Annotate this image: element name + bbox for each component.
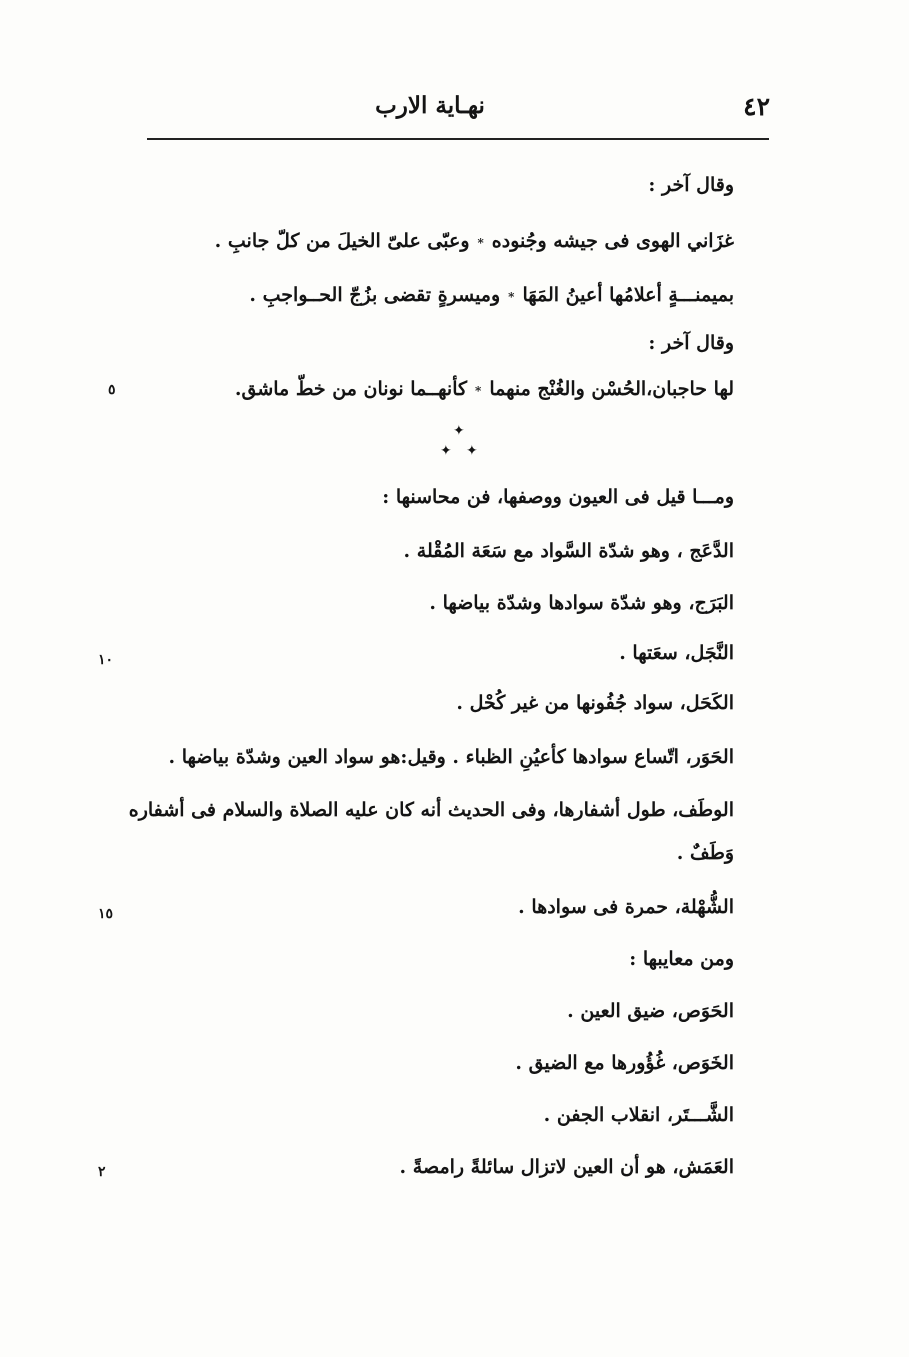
verse-line	[194, 374, 734, 406]
verse-line	[194, 280, 734, 312]
fault-line: الخَوَص، غُؤُورها مع الضيق .	[515, 1052, 734, 1074]
entry-line: النَّجَل، سعَتها .	[619, 642, 734, 664]
intro-line: وقال آخر :	[648, 332, 734, 354]
verse-separator: *	[475, 384, 482, 398]
entry-line-continued: وَطَفٌ .	[676, 842, 734, 864]
verse-hemistich-right: لها حاجبان،الحُسْن والغُنْج منهما	[489, 378, 734, 400]
fault-line: العَمَش، هو أن العين لاتزال سائلةً رامصةً .	[399, 1156, 734, 1178]
verse-hemistich-right: غزَاني الهوى فى جيشه وجُنوده	[491, 230, 734, 252]
fault-line: الشَّـــتَر، انقلاب الجفن .	[543, 1104, 734, 1126]
entry-line: الوطَف، طول أشفارها، وفى الحديث أنه كان عليه الصلاة والسلام فى أشفاره	[128, 799, 734, 821]
verse-separator: *	[508, 290, 515, 304]
entry-line: الشُّهْلة، حمرة فى سوادها .	[518, 896, 734, 918]
ornament-mark: ✦	[440, 443, 452, 459]
verse-line	[194, 226, 734, 258]
verse-hemistich-left: وعبّى علىّ الخيلَ من كلّ جانبِ .	[214, 230, 470, 252]
faults-intro: ومن معايبها :	[629, 948, 734, 970]
ornament-mark: ✦	[453, 423, 465, 439]
section-ornament	[440, 422, 480, 462]
header-rule	[147, 138, 769, 140]
section-intro: ومـــا قيل فى العيون ووصفها، فن محاسنها :	[382, 486, 734, 508]
page-number: ٤٢	[743, 92, 770, 121]
line-number: ١٥	[98, 906, 114, 922]
entry-line: الحَوَر، اتّساع سوادها كأعيُنِ الظباء . وقيل:هو سواد العين وشدّة بياضها .	[168, 746, 734, 768]
line-number: ١٠	[98, 652, 114, 668]
line-number: ٥	[108, 382, 116, 398]
verse-hemistich-left: كأنهــما نونان من خطّ ماشق.	[234, 378, 468, 400]
running-title: نهـاية الارب	[375, 92, 485, 119]
entry-line: البَرَج، وهو شدّة سوادها وشدّة بياضها .	[429, 592, 734, 614]
verse-hemistich-left: وميسرةٍ تقضى بزُجّ الحــواجبِ .	[249, 284, 501, 306]
intro-line: وقال آخر :	[648, 174, 734, 196]
entry-line: الدَّعَج ، وهو شدّة السَّواد مع سَعَة المُقْلة .	[403, 540, 734, 562]
verse-hemistich-right: بميمنـــةٍ أعلامُها أعينُ المَهَا	[522, 284, 734, 306]
line-number: ٢	[98, 1164, 106, 1180]
verse-separator: *	[477, 236, 484, 250]
ornament-mark: ✦	[466, 443, 478, 459]
entry-line: الكَحَل، سواد جُفُونها من غير كُحْل .	[456, 692, 734, 714]
fault-line: الحَوَص، ضيق العين .	[567, 1000, 734, 1022]
